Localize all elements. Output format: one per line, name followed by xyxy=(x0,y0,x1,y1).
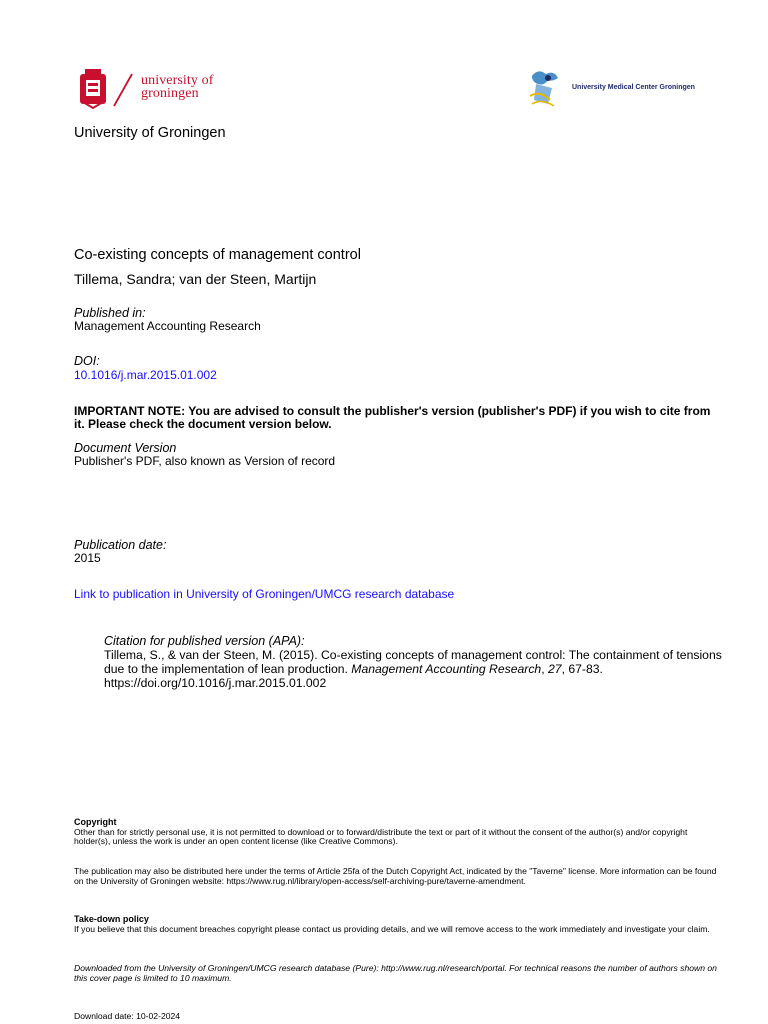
doi-label: DOI: xyxy=(74,354,100,368)
downloaded-from-text: Downloaded from the University of Groningen/UMCG research database (Pure): http://www.rug.nl/research/portal. For technical reasons the number of authors shown on this cover page is limited to 10 maximum. xyxy=(74,963,717,983)
taverne-text: The publication may also be distributed here under the terms of Article 25fa of the Dutch Copyright Act, indicated by the "Taverne" license. More information can be found on the University of Groningen website: https://www.rug.nl/library/open-access/self-archiving-pure/taverne-amendment. xyxy=(74,866,717,886)
document-version-label: Document Version xyxy=(74,441,177,455)
document-version-value: Publisher's PDF, also known as Version of record xyxy=(74,454,336,468)
takedown-text: If you believe that this document breaches copyright please contact us providing details, and we will remove access to the work immediately and investigate your claim. xyxy=(74,923,710,934)
university-of-groningen-logo xyxy=(78,66,228,110)
takedown-section xyxy=(74,915,724,934)
rug-logo-line1: university of xyxy=(141,73,214,88)
download-date: Download date: 10-02-2024 xyxy=(74,1011,181,1021)
takedown-heading: Take-down policy xyxy=(74,914,149,924)
copyright-section xyxy=(74,818,724,847)
paper-title: Co-existing concepts of management control xyxy=(74,247,361,263)
copyright-text: Other than for strictly personal use, it is not permitted to download or to forward/distribute the text or part of it without the consent of the author(s) and/or copyright holder(s), unless the work is under an open content license (like Creative Commons). xyxy=(74,826,688,847)
citation-pages: , 67-83. xyxy=(561,662,603,676)
publication-date-label: Publication date: xyxy=(74,538,167,552)
doi-link[interactable]: 10.1016/j.mar.2015.01.002 xyxy=(74,368,217,382)
citation-main: Tillema, S., & van der Steen, M. (2015). Co-existing concepts of management control: The containment of tensions due to the implementation of lean production. xyxy=(104,648,722,676)
database-link[interactable]: Link to publication in University of Groningen/UMCG research database xyxy=(74,587,455,601)
citation-journal: Management Accounting Research xyxy=(351,662,542,676)
umcg-emblem-icon xyxy=(526,66,568,110)
publication-date-value: 2015 xyxy=(74,551,101,565)
published-in-label: Published in: xyxy=(74,306,146,320)
paper-authors: Tillema, Sandra; van der Steen, Martijn xyxy=(74,271,317,287)
published-in-value: Management Accounting Research xyxy=(74,319,261,333)
copyright-heading: Copyright xyxy=(74,817,117,827)
umcg-name: University Medical Center Groningen xyxy=(572,84,695,91)
institution-name: University of Groningen xyxy=(74,125,226,141)
umcg-logo xyxy=(526,66,706,110)
important-note: IMPORTANT NOTE: You are advised to consult the publisher's version (publisher's PDF) if you wish to cite from it. Please check the document version below. xyxy=(74,404,711,431)
citation-sep: , xyxy=(541,662,548,676)
logo-slash-icon xyxy=(108,66,138,110)
citation-url[interactable]: https://doi.org/10.1016/j.mar.2015.01.002 xyxy=(104,676,327,690)
citation-volume: 27 xyxy=(548,662,562,676)
citation-text xyxy=(104,648,724,690)
citation-label: Citation for published version (APA): xyxy=(104,634,305,648)
rug-logo-line2: groningen xyxy=(141,86,199,101)
